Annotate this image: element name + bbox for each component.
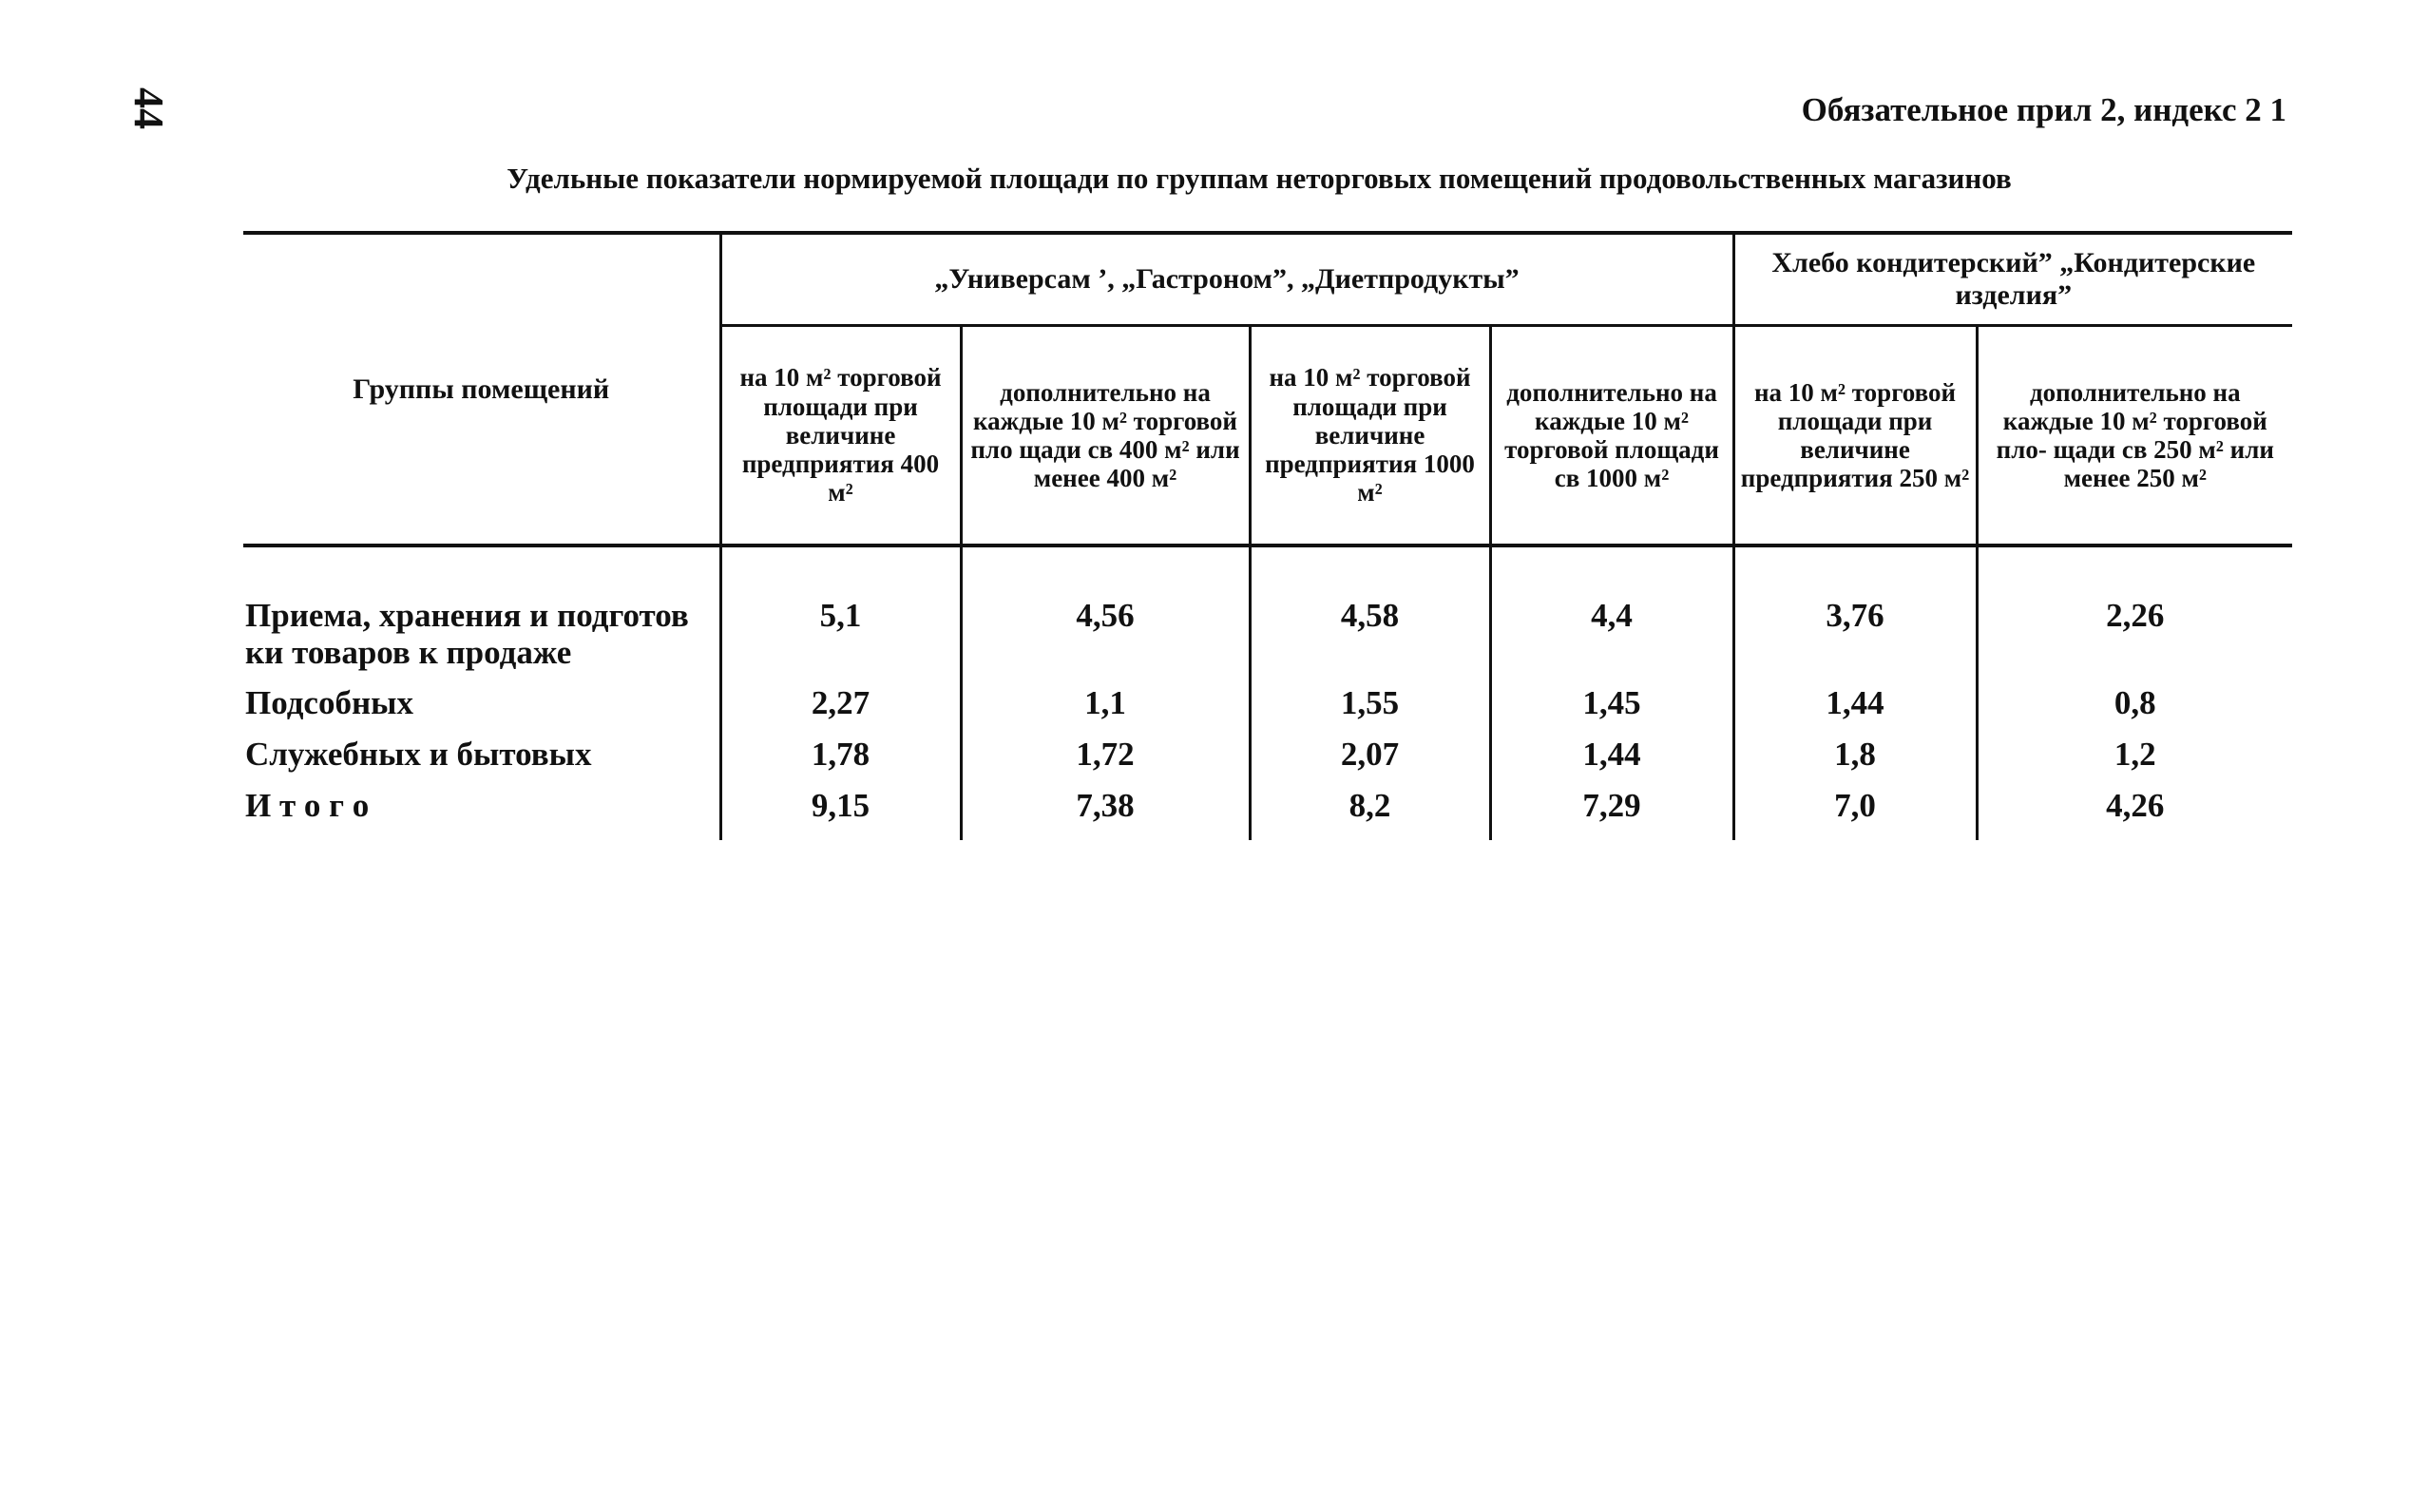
table-cell: 2,07 xyxy=(1250,736,1490,787)
table-cell: 1,78 xyxy=(720,736,961,787)
table-cell: 3,76 xyxy=(1733,597,1977,684)
table-cell: 0,8 xyxy=(1977,684,2292,736)
table-spacer-row xyxy=(243,545,2292,597)
appendix-reference: Обязательное прил 2, индекс 2 1 xyxy=(1801,91,2286,128)
table-row-total xyxy=(243,787,2292,840)
table-cell: 1,2 xyxy=(1977,736,2292,787)
row-group-label: И т о г о xyxy=(245,787,370,824)
group-column-header: Группы помещений xyxy=(243,233,720,545)
table-cell: 4,26 xyxy=(1977,787,2292,840)
table-cell: 5,1 xyxy=(720,597,961,684)
table-cell: 1,44 xyxy=(1733,684,1977,736)
table-cell: 1,8 xyxy=(1733,736,1977,787)
table-cell: 1,44 xyxy=(1490,736,1733,787)
table-row xyxy=(243,684,2292,736)
document-title: Удельные показатели нормируемой площади по группам неторговых помещений продовольственных магазинов xyxy=(507,162,2012,195)
column-subheader: на 10 м² торговой площади при величине предприятия 1000 м² xyxy=(1250,326,1490,546)
table-cell: 2,27 xyxy=(720,684,961,736)
table-cell: 7,38 xyxy=(961,787,1250,840)
table-cell: 8,2 xyxy=(1250,787,1490,840)
table-cell: 4,56 xyxy=(961,597,1250,684)
table-row xyxy=(243,597,2292,684)
column-subheader: дополнительно на каждые 10 м² торговой пло щади св 400 м² или менее 400 м² xyxy=(961,326,1250,546)
table-row xyxy=(243,736,2292,787)
table-cell: 9,15 xyxy=(720,787,961,840)
table-cell: 1,55 xyxy=(1250,684,1490,736)
column-subheader: дополнительно на каждые 10 м² торговой площади св 1000 м² xyxy=(1490,326,1733,546)
column-group-header: Хлебо кондитерский” „Кондитерские изделия” xyxy=(1733,233,2292,326)
column-subheader: на 10 м² торговой площади при величине предприятия 250 м² xyxy=(1733,326,1977,546)
table-cell: 7,29 xyxy=(1490,787,1733,840)
column-group-header: „Универсам ’, „Гастроном”, „Диетпродукты” xyxy=(720,233,1733,326)
page-number: 44 xyxy=(125,87,172,129)
table-cell: 1,45 xyxy=(1490,684,1733,736)
table-cell: 4,58 xyxy=(1250,597,1490,684)
column-subheader: на 10 м² торговой площади при величине предприятия 400 м² xyxy=(720,326,961,546)
table-cell: 4,4 xyxy=(1490,597,1733,684)
column-subheader: дополнительно на каждые 10 м² торговой пло- щади св 250 м² или менее 250 м² xyxy=(1977,326,2292,546)
table-cell: 1,1 xyxy=(961,684,1250,736)
table-cell: 1,72 xyxy=(961,736,1250,787)
row-group-label: Приема, хранения и подготов ки товаров к продаже xyxy=(245,597,689,672)
norms-table xyxy=(243,231,2292,840)
table-cell: 2,26 xyxy=(1977,597,2292,684)
table-cell: 7,0 xyxy=(1733,787,1977,840)
row-group-label: Служебных и бытовых xyxy=(245,736,592,773)
row-group-label: Подсобных xyxy=(245,684,413,721)
